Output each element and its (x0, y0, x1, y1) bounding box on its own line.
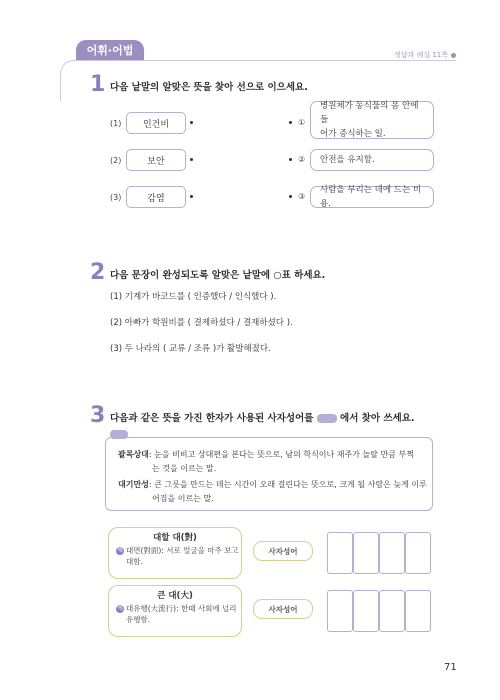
hanja-card-2-note (116, 603, 240, 625)
example-1-line2: 는 것을 이르는 말. (152, 464, 217, 473)
hanja-card-1-note-line1: 대면(對面): 서로 얼굴을 마주 보고 (126, 546, 239, 555)
question-3-text-after: 에서 찾아 쓰세요. (340, 413, 415, 424)
note-mark-icon: 예 (117, 605, 123, 612)
example-2 (118, 479, 427, 490)
meaning-3-number: ③ (298, 192, 306, 201)
answer-2-cell-1[interactable] (327, 590, 353, 632)
example-tag-icon (110, 430, 128, 439)
hanja-card-1-title: 대할 대(對) (153, 533, 197, 543)
word-1-number: (1) (110, 119, 122, 128)
meaning-2-number: ② (298, 155, 306, 164)
answer-2-cell-2[interactable] (353, 590, 379, 632)
word-1-label: 인건비 (142, 119, 170, 130)
meaning-1-line1: 병원체가 동식물의 몸 안에 들 (320, 101, 419, 125)
header-curve-decoration (60, 60, 91, 101)
meaning-3-connector-dot[interactable] (289, 195, 292, 198)
word-3-connector-dot[interactable] (190, 195, 193, 198)
answer-1-cell-2[interactable] (353, 532, 379, 574)
meaning-box-2[interactable] (310, 149, 434, 171)
example-2-term: 대기만성 (118, 480, 149, 489)
question-3-text (110, 410, 414, 424)
word-2-label: 보안 (147, 156, 165, 167)
hanja-card-1-note-line2: 대함. (126, 557, 143, 566)
word-3-number: (3) (110, 193, 122, 202)
word-box-1[interactable] (126, 112, 186, 134)
word-box-2[interactable] (126, 149, 186, 171)
pill-1-label: 사자성어 (268, 546, 298, 556)
question-1-number: 1 (90, 72, 106, 97)
page-number: 71 (444, 662, 457, 673)
hanja-card-1-note (116, 545, 240, 567)
example-2-line2: 어짐을 이르는 말. (152, 494, 214, 503)
meaning-1-line2: 어가 증식하는 일. (320, 129, 386, 139)
answer-2-cell-3[interactable] (379, 590, 405, 632)
word-1-connector-dot[interactable] (190, 121, 193, 124)
example-1 (118, 449, 414, 460)
pill-2-label: 사자성어 (268, 604, 298, 614)
answer-reference: 정답과 해설 11쪽 (394, 51, 448, 59)
meaning-box-1[interactable] (310, 101, 434, 139)
answer-1-cell-3[interactable] (379, 532, 405, 574)
word-box-3[interactable] (126, 186, 186, 208)
question-3-text-before: 다음과 같은 뜻을 가진 한자가 사용된 사자성어를 (110, 413, 314, 424)
example-1-line1: : 눈을 비비고 상대편을 본다는 뜻으로, 남의 학식이나 재주가 놀랄 만큼 부쩍 (148, 450, 414, 459)
example-chip-icon (317, 414, 337, 423)
meaning-3-line1: 사람을 부리는 데에 드는 비용. (320, 185, 422, 209)
note-mark-icon: 예 (117, 547, 123, 554)
sentence-2[interactable]: (2) 아빠가 학원비를 ( 결제하셨다 / 결재하셨다 ). (110, 318, 293, 328)
meaning-2-connector-dot[interactable] (289, 158, 292, 161)
answer-1-cell-1[interactable] (327, 532, 353, 574)
word-3-label: 감염 (147, 193, 165, 204)
four-char-idiom-pill-2 (253, 599, 313, 619)
meaning-1-number: ① (298, 118, 306, 127)
question-2-text: 다음 문장이 완성되도록 알맞은 낱말에 ○표 하세요. (110, 270, 326, 281)
meaning-1-connector-dot[interactable] (289, 121, 292, 124)
sentence-3[interactable]: (3) 두 나라의 ( 교류 / 조류 )가 활발해졌다. (110, 344, 271, 354)
four-char-idiom-pill-1 (253, 541, 313, 561)
sentence-1[interactable]: (1) 기계가 바코드를 ( 인증했다 / 인식했다 ). (110, 292, 277, 302)
example-2-line1: : 큰 그릇을 만드는 데는 시간이 오래 걸린다는 뜻으로, 크게 될 사람은 늦게 이루 (148, 480, 427, 489)
header-dot-decoration (451, 53, 456, 58)
question-2-number: 2 (90, 260, 106, 285)
question-1-text: 다음 낱말의 알맞은 뜻을 찾아 선으로 이으세요. (110, 82, 308, 93)
answer-2-cell-4[interactable] (405, 590, 431, 632)
section-tab: 어휘·어법 (76, 40, 144, 60)
hanja-card-2-title: 큰 대(大) (157, 591, 193, 601)
answer-1-cell-4[interactable] (405, 532, 431, 574)
word-2-number: (2) (110, 156, 122, 165)
header-divider (76, 60, 456, 61)
example-1-term: 괄목상대 (118, 450, 149, 459)
meaning-box-3[interactable] (310, 186, 434, 208)
hanja-card-2-note-line2: 유행함. (126, 615, 151, 624)
hanja-card-2-note-line1: 대유행(大流行): 한때 사회에 널리 (126, 604, 237, 613)
question-3-number: 3 (90, 403, 106, 428)
word-2-connector-dot[interactable] (190, 158, 193, 161)
meaning-2-line1: 안전을 유지함. (320, 155, 375, 165)
